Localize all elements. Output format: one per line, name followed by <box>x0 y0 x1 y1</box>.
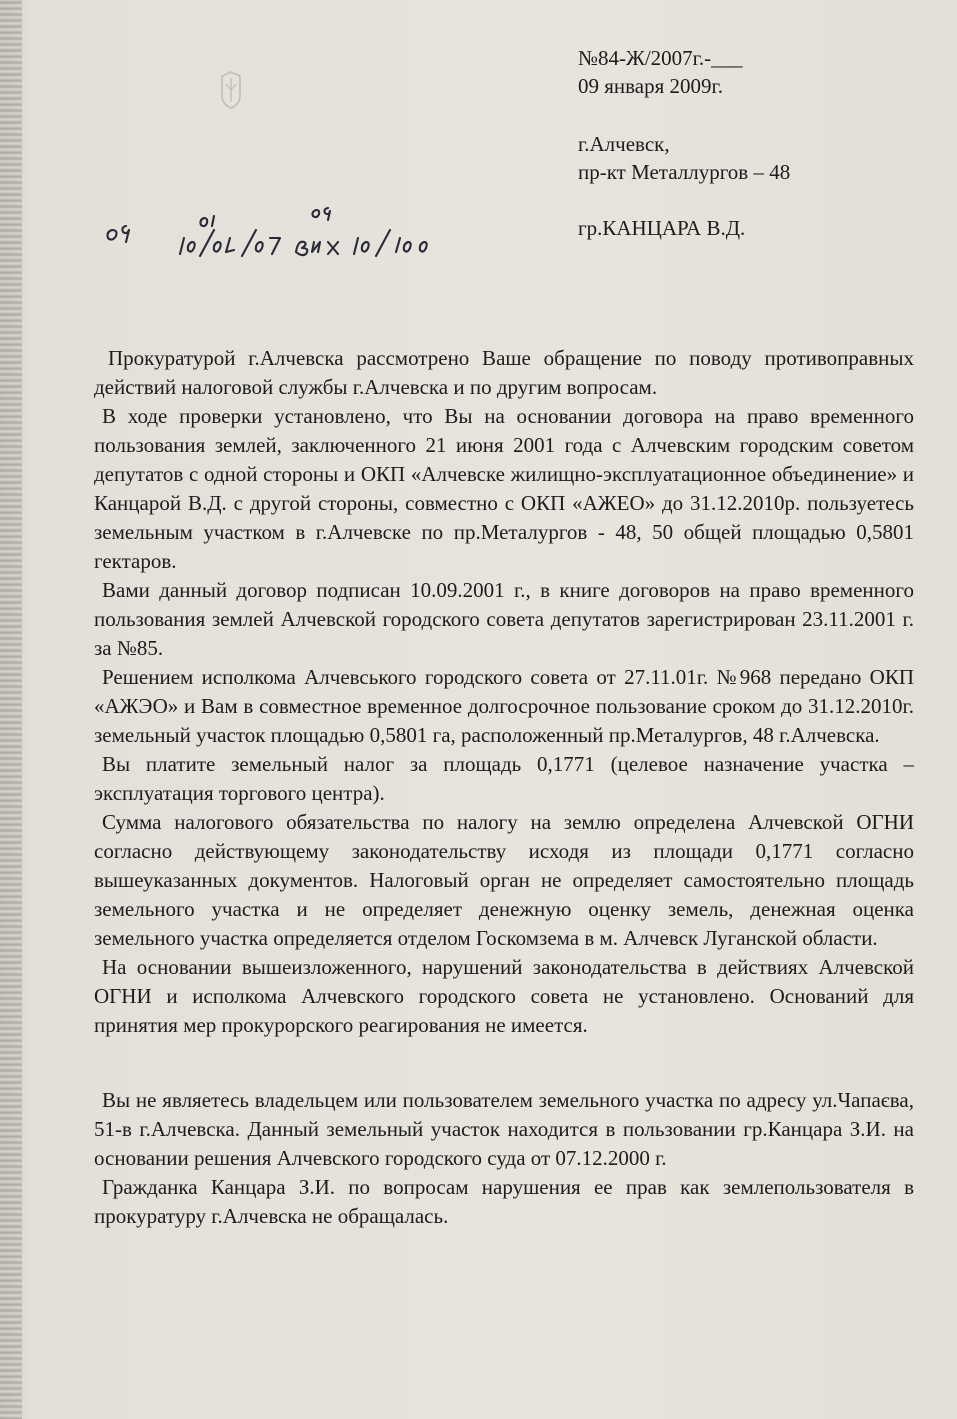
letter-number: №84-Ж/2007г.-___ <box>578 46 743 70</box>
emblem-bleed-icon <box>218 70 244 110</box>
letter-date: 09 января 2009г. <box>578 74 724 98</box>
body-paragraph-9: Гражданка Канцара З.И. по вопросам нарушения ее прав как землепользователя в прокуратуру г.Алчевска не обращалась. <box>94 1175 914 1228</box>
body-paragraph-4: Решением исполкома Алчевського городского совета от 27.11.01г. №968 передано ОКП «АЖЭО» и Вам в совместное временное долгосрочное пользование сроком до 31.12.2010г. земельный участок площадью 0,5801 га, расположенный пр.Металургов, 48 г.Алчевска. <box>94 665 914 747</box>
recipient-name: гр.КАНЦАРА В.Д. <box>578 216 746 240</box>
body-paragraph-1: Прокуратурой г.Алчевска рассмотрено Ваше обращение по поводу противоправных действий налоговой службы г.Алчевска и по другим вопросам. <box>94 346 914 399</box>
recipient-street: пр-кт Металлургов – 48 <box>578 160 791 184</box>
letter-body <box>94 344 914 1231</box>
body-paragraph-8: Вы не являетесь владельцем или пользователем земельного участка по адресу ул.Чапаєва, 51-в г.Алчевска. Данный земельный участок находится в пользовании гр.Канцара З.И. на основании решения Алчевского городского суда от 07.12.2000 г. <box>94 1088 914 1170</box>
body-paragraph-3: Вами данный договор подписан 10.09.2001 г., в книге договоров на право временного пользования землей Алчевской городского совета депутатов зарегистрирован 23.11.2001 г. за №85. <box>94 578 914 660</box>
body-paragraph-5: Вы платите земельный налог за площадь 0,1771 (целевое назначение участка – эксплуатация торгового центра). <box>94 752 914 805</box>
handwritten-registration-note <box>96 196 456 276</box>
letter-header <box>578 44 790 242</box>
recipient-city: г.Алчевск, <box>578 132 670 156</box>
body-paragraph-2: В ходе проверки установлено, что Вы на основании договора на право временного пользования землей, заключенного 21 июня 2001 года с Алчевским городским советом депутатов с одной стороны и ОКП «Алчевске жилищно-эксплуатационное объединение» и Канцарой В.Д. с другой стороны, совместно с ОКП «АЖЕО» до 31.12.2010р. пользуетесь земельным участком в г.Алчевске по пр.Металургов - 48, 50 общей площадью 0,5801 гектаров. <box>94 404 914 573</box>
body-paragraph-6: Сумма налогового обязательства по налогу на землю определена Алчевской ОГНИ согласно действующему законодательству исходя из площади 0,1771 согласно вышеуказанных документов. Налоговый орган не определяет самостоятельно площадь земельного участка и не определяет денежную оценку земель, денежная оценка земельного участка определяется отделом Госкомзема в м. Алчевск Луганской области. <box>94 810 914 950</box>
body-paragraph-7: На основании вышеизложенного, нарушений законодательства в действиях Алчевской ОГНИ и исполкома Алчевского городского совета не установлено. Оснований для принятия мер прокурорского реагирования не имеется. <box>94 955 914 1037</box>
scan-edge-noise <box>0 0 22 1419</box>
